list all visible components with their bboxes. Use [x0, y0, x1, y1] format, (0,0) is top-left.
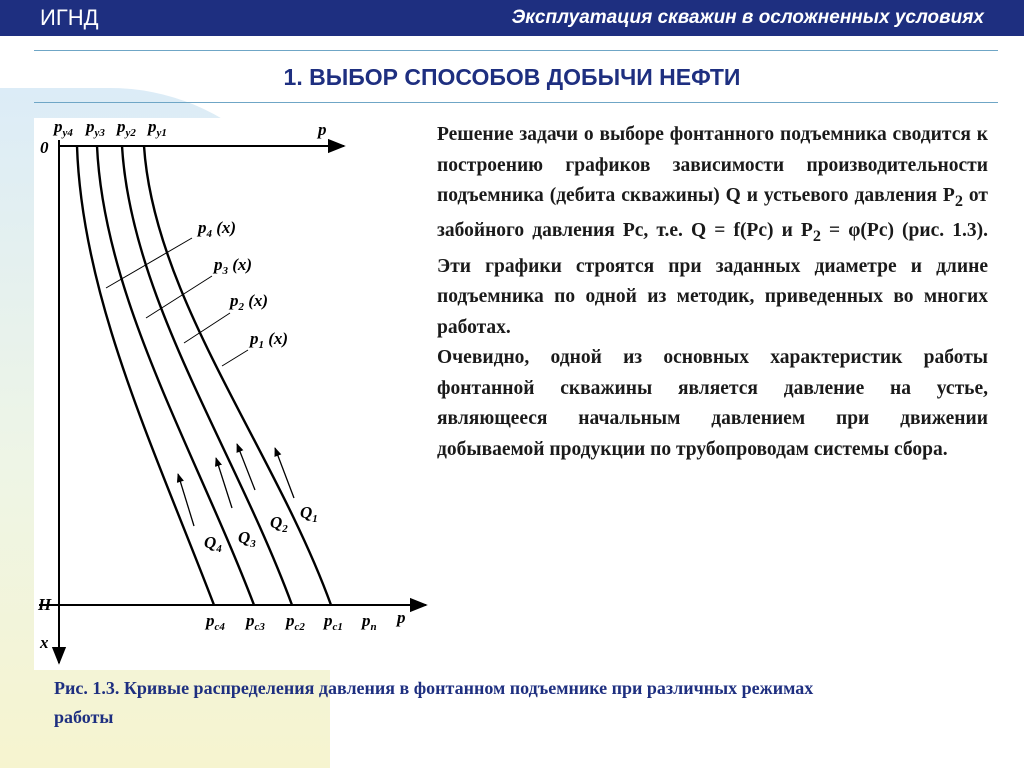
p-axis-bottom-label: p [397, 608, 406, 627]
curve-p3 [97, 146, 254, 605]
course-title: Эксплуатация скважин в осложненных условиях [511, 7, 984, 28]
divider-top [34, 50, 998, 51]
p-axis-top-label: p [318, 120, 327, 139]
bottom-label-pc3: $p_{c3}$ [246, 611, 265, 633]
brand-label: ИГНД [40, 5, 99, 30]
figure-caption: Рис. 1.3. Кривые распределения давления в фонтанном подъемнике при различных режимах работы [54, 678, 814, 727]
origin-label: 0 [40, 138, 49, 157]
header-bar [0, 0, 1024, 38]
bottom-label-pc1: $p_{c1}$ [324, 611, 343, 633]
bottom-label-pc2: $p_{c2}$ [286, 611, 305, 633]
leader-p1 [222, 350, 248, 366]
depth-x-label: x [40, 633, 49, 652]
curve-label-p3: $p_3$ (x) [214, 255, 253, 277]
top-label-py2: $p_{y2}$ [117, 118, 136, 139]
bottom-label-pn: $p_n$ [362, 611, 377, 633]
bottom-label-pc4: $p_{c4}$ [206, 611, 225, 633]
depth-H-label: H [38, 595, 52, 614]
leader-p2 [184, 313, 230, 343]
pressure-distribution-figure [34, 118, 430, 670]
body-paragraph-1: Решение задачи о выборе фонтанного подъемника сводится к построению графиков зависимости производительности подъемника (дебита скважины) Q и устьевого давления $P_2$ от забойного давления Рс, т.е. Q = f(Рс) и $P_2 = \varphi(Рс)$ (рис. 1.3). Эти графики строятся при заданных диаметре и длине подъемника по одной из методик, приведенных во многих работах. [437, 124, 988, 338]
flow-label-q3: $Q_3$ [238, 528, 256, 550]
top-label-py3: $p_{y3}$ [86, 118, 105, 139]
body-text [437, 120, 988, 465]
flow-label-q1: $Q_1$ [300, 503, 318, 525]
curve-p4 [77, 146, 214, 605]
curve-label-p4: $p_4$ (x) [198, 218, 237, 240]
body-paragraph-2: Очевидно, одной из основных характеристик работы фонтанной скважины является давление на устье, являющееся начальным давлением при движении добываемой продукции по трубопроводам системы сбора. [437, 347, 988, 460]
leader-p4 [106, 238, 192, 288]
curve-label-p2: $p_2$ (x) [230, 291, 269, 313]
flow-arrow-q3 [216, 458, 232, 508]
pressure-diagram [34, 118, 430, 670]
top-label-py1: $p_{y1}$ [148, 118, 167, 139]
slide-title: 1. ВЫБОР СПОСОБОВ ДОБЫЧИ НЕФТИ [283, 64, 741, 90]
curve-label-p1: $p_1$ (x) [250, 329, 289, 351]
divider-bottom [34, 102, 998, 103]
flow-label-q2: $Q_2$ [270, 513, 288, 535]
top-label-py4: $p_{y4}$ [54, 118, 73, 139]
flow-label-q4: $Q_4$ [204, 533, 222, 555]
flow-arrow-q1 [275, 448, 294, 498]
